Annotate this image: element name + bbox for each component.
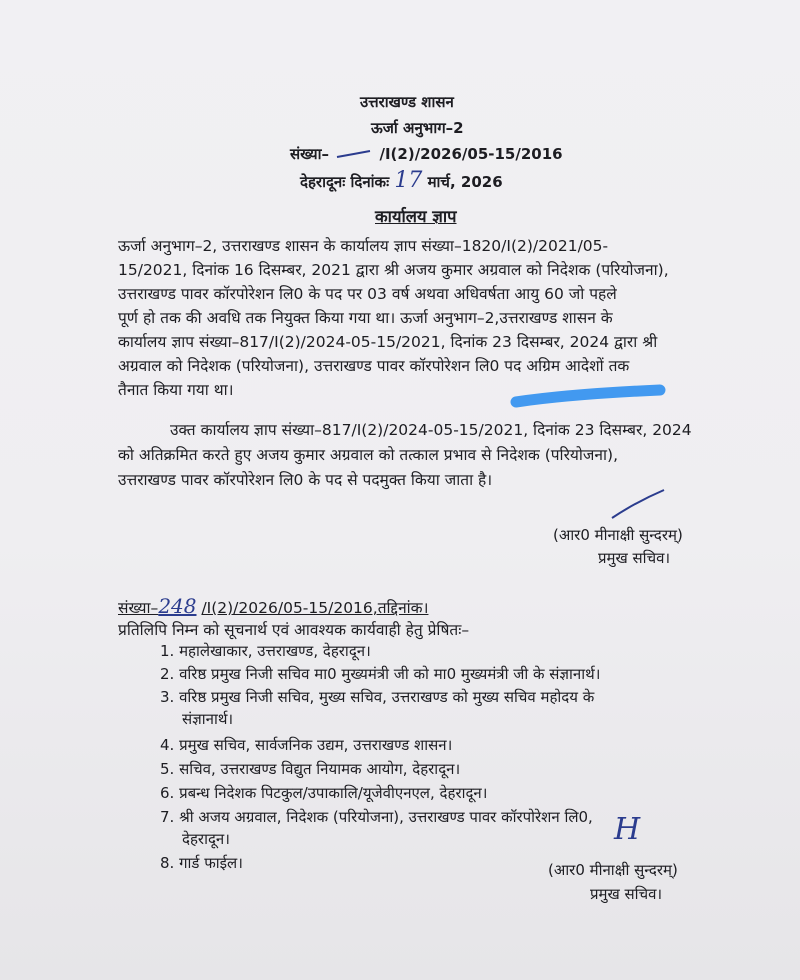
pen-stroke-icon [334,148,374,162]
reference-code: /I(2)/2026/05-15/2016 [379,145,563,163]
department-name: ऊर्जा अनुभाग–2 [371,119,464,137]
date-prefix: देहरादूनः दिनांकः [300,173,390,191]
copy-item-1: 1. महालेखाकार, उत्तराखण्ड, देहरादून। [160,642,371,660]
para1-line-1: ऊर्जा अनुभाग–2, उत्तराखण्ड शासन के कार्यालय ज्ञाप संख्या–1820/I(2)/2021/05- [118,237,609,255]
reference-number [290,144,563,164]
signature-stroke [608,486,668,522]
para1-line-5: कार्यालय ज्ञाप संख्या–817/I(2)/2024-05-15/2021, दिनांक 23 दिसम्बर, 2024 द्वारा श्री [118,333,658,351]
copy-item-5: 5. सचिव, उत्तराखण्ड विद्युत नियामक आयोग, देहरादून। [160,760,461,778]
copy-item-8: 8. गार्ड फाईल। [160,854,243,872]
blue-marker-stroke [510,384,670,410]
reference-prefix: संख्या– [290,145,330,163]
copy-item-6: 6. प्रबन्ध निदेशक पिटकुल/उपाकालि/यूजेवीएनएल, देहरादून। [160,784,488,802]
para2-line-2: को अतिक्रमित करते हुए अजय कुमार अग्रवाल को तत्काल प्रभाव से निदेशक (परियोजना), [118,446,619,464]
para2-line-3: उत्तराखण्ड पावर कॉरपोरेशन लि0 के पद से पदमुक्त किया जाता है। [118,471,493,489]
signatory-designation-1: प्रमुख सचिव। [598,549,671,567]
para2-line-1: उक्त कार्यालय ज्ञाप संख्या–817/I(2)/2024-05-15/2021, दिनांक 23 दिसम्बर, 2024 [170,421,692,439]
handwritten-dispatch-number: 248 [158,594,197,618]
copy-item-4: 4. प्रमुख सचिव, सार्वजनिक उद्यम, उत्तराखण्ड शासन। [160,736,453,754]
copy-ref-suffix: /I(2)/2026/05-15/2016,तद्दिनांक। [201,599,429,617]
date-month-year: मार्च, 2026 [427,173,503,191]
page-title: कार्यालय ज्ञाप [375,207,457,226]
copy-intro: प्रतिलिपि निम्न को सूचनार्थ एवं आवश्यक कार्यवाही हेतु प्रेषितः– [118,621,470,639]
para1-line-3: उत्तराखण्ड पावर कॉरपोरेशन लि0 के पद पर 03 वर्ष अथवा अधिवर्षता आयु 60 जो पहले [118,285,617,303]
signatory-designation-2: प्रमुख सचिव। [590,885,663,903]
issue-date [300,168,503,193]
copy-ref-prefix: संख्या– [118,599,159,617]
copy-reference-number [118,594,428,618]
govt-name: उत्तराखण्ड शासन [360,93,454,111]
para1-line-2: 15/2021, दिनांक 16 दिसम्बर, 2021 द्वारा श्री अजय कुमार अग्रवाल को निदेशक (परियोजना), [118,261,669,279]
copy-item-3: 3. वरिष्ठ प्रमुख निजी सचिव, मुख्य सचिव, उत्तराखण्ड को मुख्य सचिव महोदय के [160,688,595,706]
copy-item-7: 7. श्री अजय अग्रवाल, निदेशक (परियोजना), उत्तराखण्ड पावर कॉरपोरेशन लि0, [160,808,593,826]
signatory-name-1: (आर0 मीनाक्षी सुन्दरम्) [553,526,683,544]
copy-item-3-cont: संज्ञानार्थ। [182,710,234,728]
handwritten-day: 17 [394,168,423,193]
para1-line-6: अग्रवाल को निदेशक (परियोजना), उत्तराखण्ड पावर कॉरपोरेशन लि0 पद अग्रिम आदेशों तक [118,357,630,375]
signatory-name-2: (आर0 मीनाक्षी सुन्दरम्) [548,861,678,879]
copy-item-7-cont: देहरादून। [182,830,230,848]
para1-line-4: पूर्ण हो तक की अवधि तक नियुक्त किया गया था। ऊर्जा अनुभाग–2,उत्तराखण्ड शासन के [118,309,613,327]
para1-line-7: तैनात किया गया था। [118,381,234,399]
copy-item-2: 2. वरिष्ठ प्रमुख निजी सचिव मा0 मुख्यमंत्री जी को मा0 मुख्यमंत्री जी के संज्ञानार्थ। [160,665,601,683]
signature-initial: H [614,812,641,847]
